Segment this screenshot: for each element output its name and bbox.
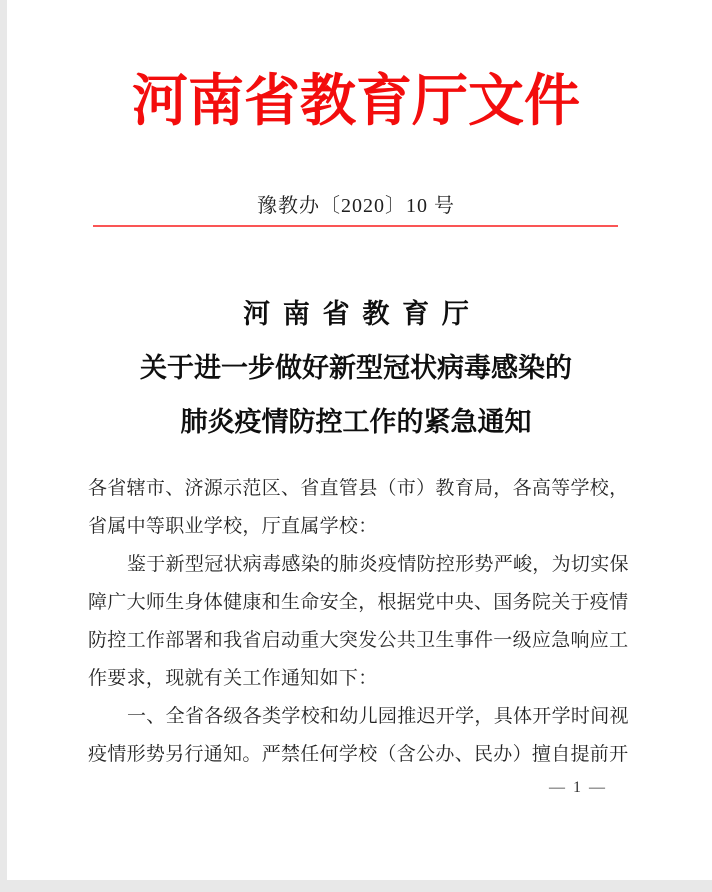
page-number: — 1 — [549, 779, 607, 796]
document-body [88, 470, 629, 774]
document-title-line-1: 河 南 省 教 育 厅 [243, 299, 469, 329]
body-line: 防控工作部署和我省启动重大突发公共卫生事件一级应急响应工 [88, 630, 629, 651]
body-line: 障广大师生身体健康和生命安全，根据党中央、国务院关于疫情 [88, 592, 629, 613]
agency-banner-title: 河南省教育厅文件 [132, 71, 580, 133]
document-title-line-3: 肺炎疫情防控工作的紧急通知 [180, 407, 532, 437]
body-line: 鉴于新型冠状病毒感染的肺炎疫情防控形势严峻，为切实保 [127, 554, 629, 575]
body-line: 一、全省各级各类学校和幼儿园推迟开学，具体开学时间视 [127, 706, 629, 727]
document-number: 豫教办〔2020〕10 号 [257, 195, 455, 217]
body-line: 省属中等职业学校，厅直属学校： [88, 516, 378, 537]
body-line: 各省辖市、济源示范区、省直管县（市）教育局，各高等学校， [88, 478, 629, 499]
document-title-line-2: 关于进一步做好新型冠状病毒感染的 [140, 353, 572, 383]
scan-edge-bottom [0, 880, 712, 892]
body-line: 疫情形势另行通知。严禁任何学校（含公办、民办）擅自提前开 [88, 744, 629, 765]
red-divider-line [93, 225, 618, 227]
document-title [0, 287, 712, 449]
body-line: 作要求，现就有关工作通知如下： [88, 668, 378, 689]
